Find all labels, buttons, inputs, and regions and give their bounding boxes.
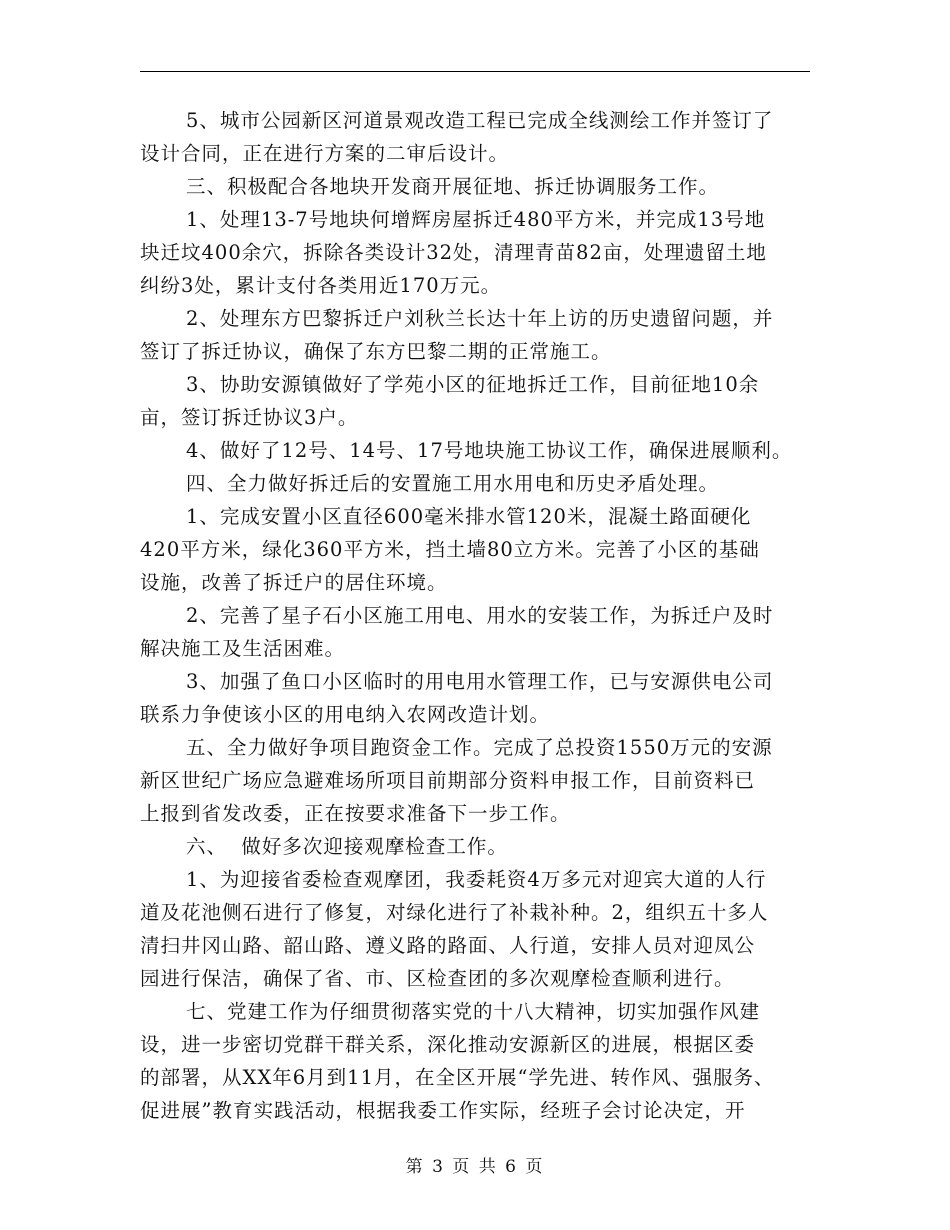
paragraph-line: 清扫井冈山路、韶山路、遵义路的路面、人行道，安排人员对迎凤公 (140, 934, 756, 957)
page-footer: 第 3 页 共 6 页 (405, 1157, 545, 1177)
paragraph-line: 4、做好了12号、14号、17号地块施工协议工作，确保进展顺利。 (186, 439, 793, 462)
paragraph-line: 亩，签订拆迁协议3户。 (140, 406, 359, 429)
header-rule (140, 71, 810, 72)
paragraph-line: 园进行保洁，确保了省、市、区检查团的多次观摩检查顺利进行。 (140, 967, 735, 990)
paragraph-line: 新区世纪广场应急避难场所项目前期部分资料申报工作，目前资料已 (140, 769, 756, 792)
paragraph-line: 签订了拆迁协议，确保了东方巴黎二期的正常施工。 (140, 340, 612, 363)
paragraph-line: 块迁坟400余穴，拆除各类设计32处，清理青苗82亩，处理遗留土地 (140, 241, 767, 264)
paragraph-line: 3、协助安源镇做好了学苑小区的征地拆迁工作，目前征地10余 (186, 373, 760, 396)
paragraph-line: 1、完成安置小区直径600毫米排水管120米，混凝土路面硬化 (186, 505, 752, 528)
section-heading: 七、党建工作为仔细贯彻落实党的十八大精神，切实加强作风建 (186, 1000, 761, 1023)
paragraph-line: 设施，改善了拆迁户的居住环境。 (140, 571, 448, 594)
paragraph-line: 的部署，从XX年6月到11月，在全区开展“学先进、转作风、强服务、 (140, 1066, 775, 1089)
paragraph-line: 2、完善了星子石小区施工用电、用水的安装工作，为拆迁户及时 (186, 604, 774, 627)
paragraph-line: 纠纷3处，累计支付各类用近170万元。 (140, 274, 502, 297)
body-text (140, 104, 820, 1127)
section-heading: 三、积极配合各地块开发商开展征地、拆迁协调服务工作。 (186, 175, 720, 198)
paragraph-line: 1、为迎接省委检查观摩团，我委耗资4万多元对迎宾大道的人行 (186, 868, 767, 891)
paragraph-line: 上报到省发改委，正在按要求准备下一步工作。 (140, 802, 571, 825)
paragraph-line: 5、城市公园新区河道景观改造工程已完成全线测绘工作并签订了 (186, 109, 774, 132)
paragraph-line: 420平方米，绿化360平方米，挡土墙80立方米。完善了小区的基础 (140, 538, 760, 561)
paragraph-line: 设，进一步密切党群干群关系，深化推动安源新区的进展，根据区委 (140, 1033, 756, 1056)
paragraph-line: 道及花池侧石进行了修复，对绿化进行了补栽补种。2，组织五十多人 (140, 901, 769, 924)
paragraph-line: 设计合同，正在进行方案的二审后设计。 (140, 142, 510, 165)
section-heading: 五、全力做好争项目跑资金工作。完成了总投资1550万元的安源 (186, 736, 773, 759)
paragraph-line: 3、加强了鱼口小区临时的用电用水管理工作，已与安源供电公司 (186, 670, 774, 693)
paragraph-line: 促进展”教育实践活动，根据我委工作实际，经班子会讨论决定，开 (140, 1099, 746, 1122)
paragraph-line: 解决施工及生活困难。 (140, 637, 346, 660)
paragraph-line: 1、处理13-7号地块何增辉房屋拆迁480平方米，并完成13号地 (186, 208, 766, 231)
paragraph-line: 联系力争使该小区的用电纳入农网改造计划。 (140, 703, 551, 726)
section-heading: 六、 做好多次迎接观摩检查工作。 (186, 835, 508, 858)
section-heading: 四、全力做好拆迁后的安置施工用水用电和历史矛盾处理。 (186, 472, 720, 495)
paragraph-line: 2、处理东方巴黎拆迁户刘秋兰长达十年上访的历史遗留问题，并 (186, 307, 774, 330)
